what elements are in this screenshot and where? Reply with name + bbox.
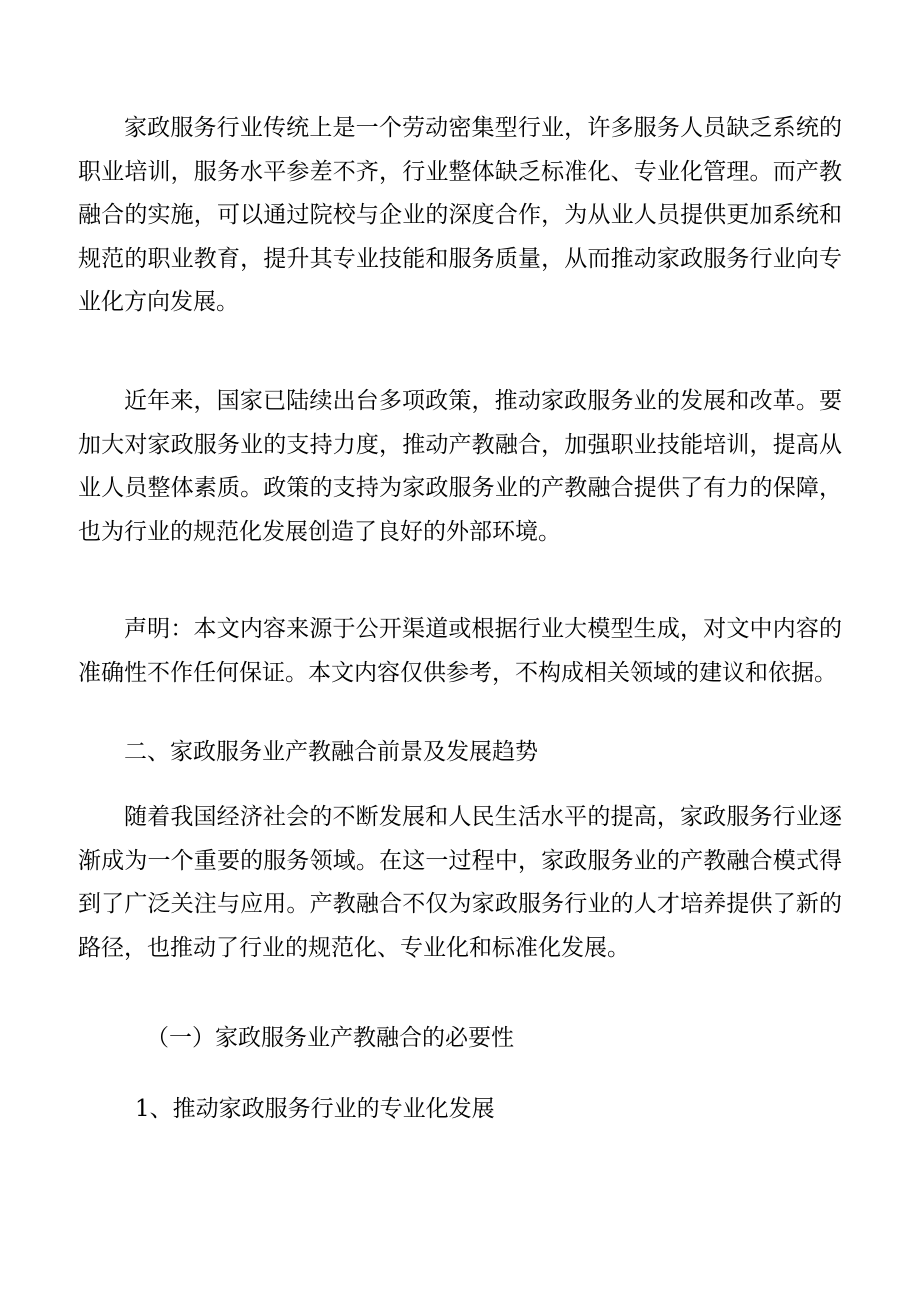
- item-heading: 1、推动家政服务行业的专业化发展: [135, 1096, 495, 1122]
- subsection-heading: （一）家政服务业产教融合的必要性: [146, 1025, 514, 1051]
- section-heading: 二、家政服务业产教融合前景及发展趋势: [124, 739, 538, 765]
- paragraph-policy-support: 近年来，国家已陆续出台多项政策，推动家政服务业的发展和改革。要加大对家政服务业的支持力度，推动产教融合，加强职业技能培训，提高从业人员整体素质。政策的支持为家政服务业的产教融合提供了有力的保障，也为行业的规范化发展创造了良好的外部环境。: [78, 388, 842, 545]
- paragraph-industry-background: 家政服务行业传统上是一个劳动密集型行业，许多服务人员缺乏系统的职业培训，服务水平参差不齐，行业整体缺乏标准化、专业化管理。而产教融合的实施，可以通过院校与企业的深度合作，为从业人员提供更加系统和规范的职业教育，提升其专业技能和服务质量，从而推动家政服务行业向专业化方向发展。: [78, 115, 842, 315]
- paragraph-disclaimer: 声明：本文内容来源于公开渠道或根据行业大模型生成，对文中内容的准确性不作任何保证。本文内容仅供参考，不构成相关领域的建议和依据。: [78, 616, 842, 686]
- paragraph-development-trend: 随着我国经济社会的不断发展和人民生活水平的提高，家政服务行业逐渐成为一个重要的服务领域。在这一过程中，家政服务业的产教融合模式得到了广泛关注与应用。产教融合不仅为家政服务行业的人才培养提供了新的路径，也推动了行业的规范化、专业化和标准化发展。: [78, 804, 842, 961]
